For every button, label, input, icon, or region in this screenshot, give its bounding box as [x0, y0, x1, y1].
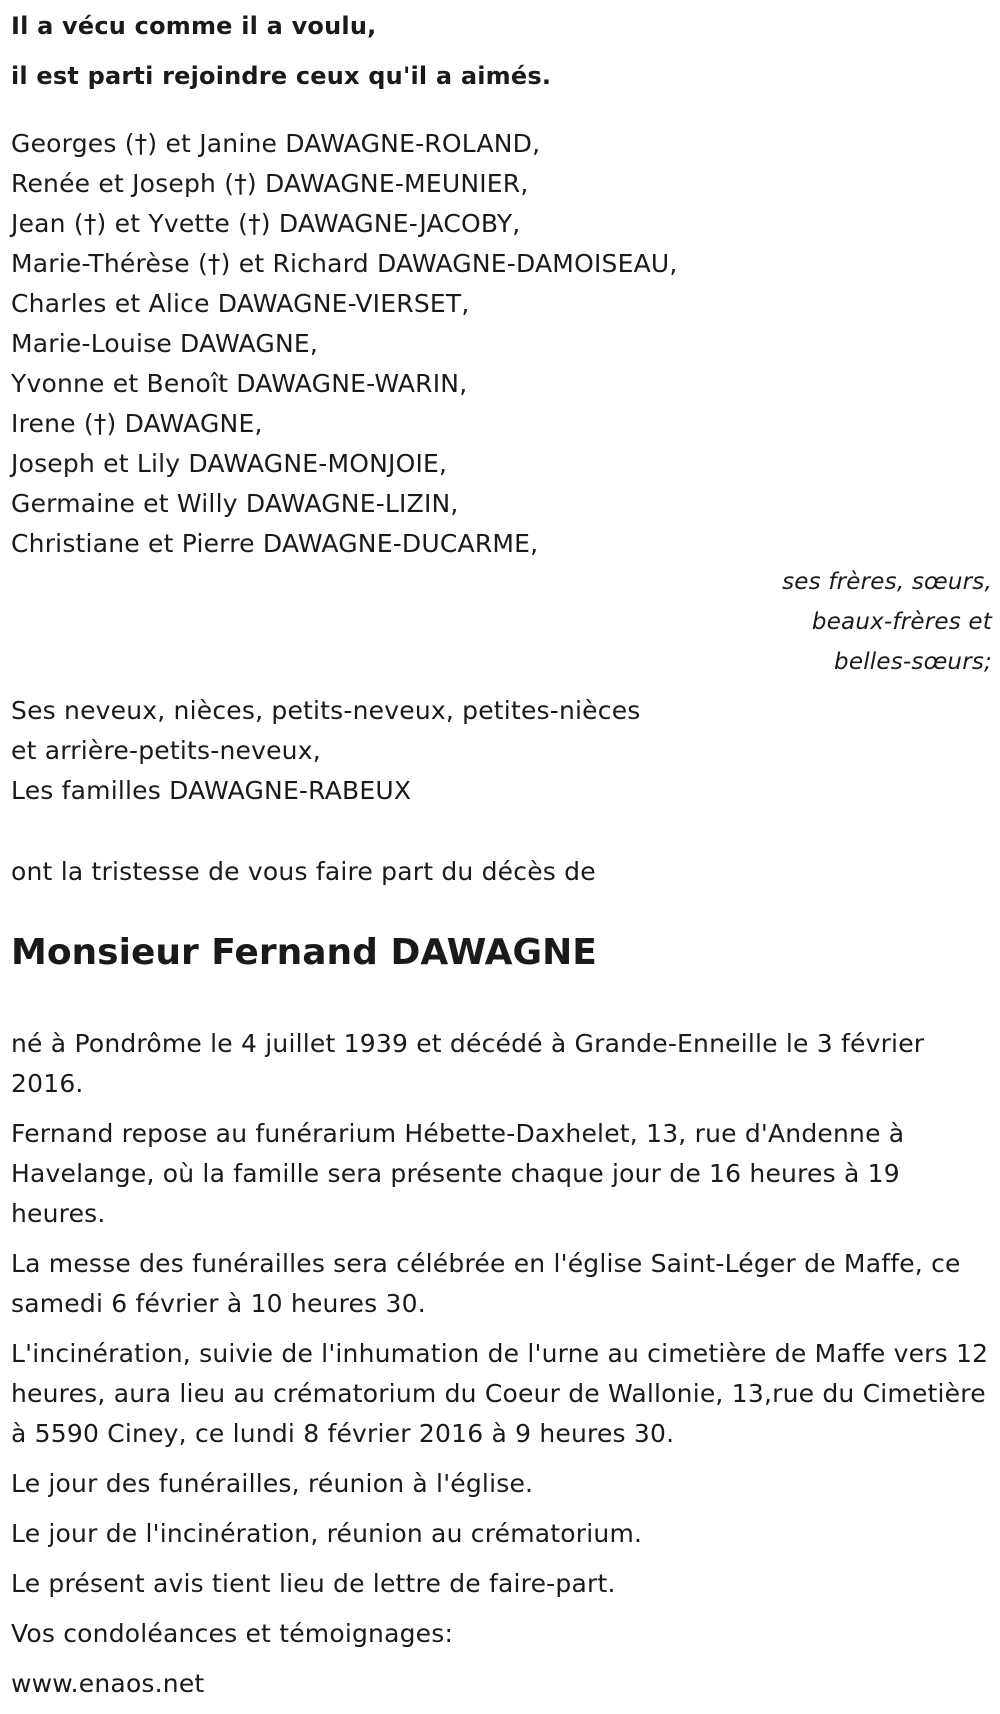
cremation-meeting-info: Le jour de l'incinération, réunion au crématorium. [11, 1519, 643, 1548]
funeral-meeting-info: Le jour des funérailles, réunion à l'église. [11, 1469, 534, 1498]
sibling-line: Yvonne et Benoît DAWAGNE-WARIN, [11, 369, 468, 398]
obituary-notice [11, 0, 991, 1714]
funeral-details [11, 1024, 991, 1704]
sibling-line: Charles et Alice DAWAGNE-VIERSET, [11, 289, 470, 318]
epigraph-line: Il a vécu comme il a voulu, [11, 12, 377, 40]
sibling-line: Jean (†) et Yvette (†) DAWAGNE-JACOBY, [11, 209, 521, 238]
cremation-info: L'incinération, suivie de l'inhumation de l'urne au cimetière de Maffe vers 12 heures, aura lieu au crématorium du Coeur de Wallonie, 13,rue du Cimetière à 5590 Ciney, ce lundi 8 février 2016 à 9 heures 30. [11, 1339, 989, 1448]
sibling-line: Christiane et Pierre DAWAGNE-DUCARME, [11, 529, 539, 558]
relatives-line: Les familles DAWAGNE-RABEUX [11, 776, 412, 805]
relatives-list [11, 691, 991, 811]
epigraph [11, 1, 991, 101]
mass-info: La messe des funérailles sera célébrée en l'église Saint-Léger de Maffe, ce samedi 6 février à 10 heures 30. [11, 1249, 961, 1318]
role-line: beaux-frères et [811, 609, 992, 635]
announcement: ont la tristesse de vous faire part du décès de [11, 857, 596, 886]
sibling-line: Georges (†) et Janine DAWAGNE-ROLAND, [11, 129, 541, 158]
condolences-label: Vos condoléances et témoignages: [11, 1619, 454, 1648]
role-line: belles-sœurs; [834, 649, 992, 675]
relatives-line: et arrière-petits-neveux, [11, 736, 321, 765]
epigraph-line: il est parti rejoindre ceux qu'il a aimés. [11, 62, 552, 90]
sibling-line: Renée et Joseph (†) DAWAGNE-MEUNIER, [11, 169, 529, 198]
sibling-line: Marie-Thérèse (†) et Richard DAWAGNE-DAMOISEAU, [11, 249, 678, 278]
sibling-line: Marie-Louise DAWAGNE, [11, 329, 319, 358]
relatives-line: Ses neveux, nièces, petits-neveux, petites-nièces [11, 696, 641, 725]
sibling-line: Joseph et Lily DAWAGNE-MONJOIE, [11, 449, 448, 478]
funeral-home-info: Fernand repose au funérarium Hébette-Daxhelet, 13, rue d'Andenne à Havelange, où la famille sera présente chaque jour de 16 heures à 19 heures. [11, 1119, 905, 1228]
sibling-line: Irene (†) DAWAGNE, [11, 409, 263, 438]
notice-statement: Le présent avis tient lieu de lettre de faire-part. [11, 1569, 616, 1598]
siblings-role [11, 562, 992, 682]
siblings-list [11, 124, 991, 564]
birth-death-info: né à Pondrôme le 4 juillet 1939 et décédé à Grande-Enneille le 3 février 2016. [11, 1029, 925, 1098]
role-line: ses frères, sœurs, [782, 569, 992, 595]
deceased-name: Monsieur Fernand DAWAGNE [11, 932, 597, 973]
sibling-line: Germaine et Willy DAWAGNE-LIZIN, [11, 489, 459, 518]
condolences-link[interactable]: www.enaos.net [11, 1669, 205, 1698]
